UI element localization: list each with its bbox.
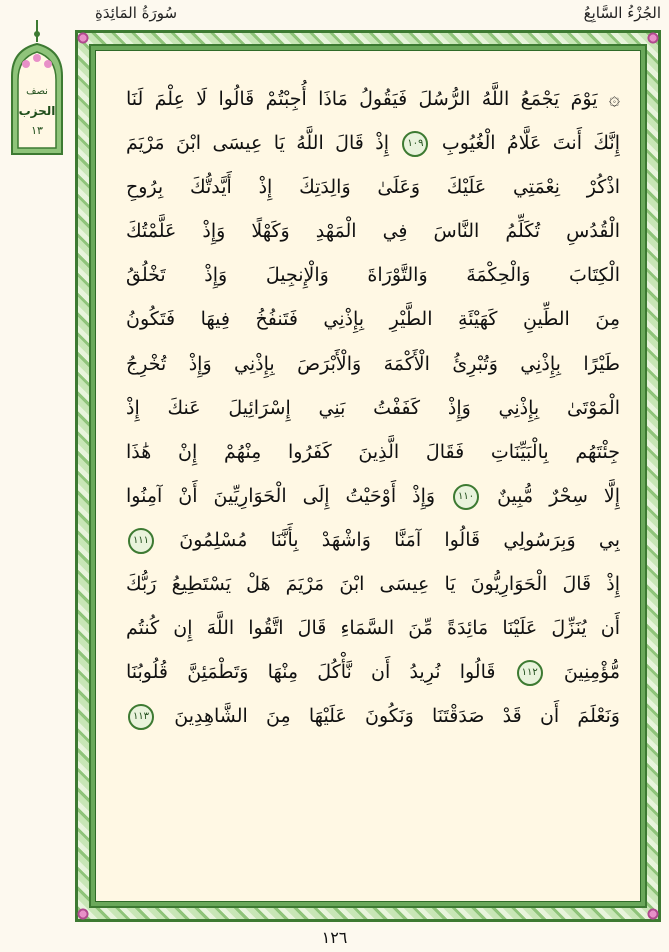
verse-text: جِئْتَهُم بِالْبَيِّنَاتِ فَقَالَ الَّذِينَ كَفَرُوا مِنْهُمْ إِنْ هَٰذَا (126, 440, 620, 463)
verse-text: الْكِتَابَ وَالْحِكْمَةَ وَالتَّوْرَاةَ وَالْإِنجِيلَ وَإِذْ تَخْلُقُ (126, 264, 620, 287)
verse-text: طَيْرًا بِإِذْنِي وَتُبْرِئُ الْأَكْمَهَ وَالْأَبْرَصَ بِإِذْنِي وَإِذْ تُخْرِجُ (126, 352, 620, 375)
ayah-number-marker: ١١٠ (453, 484, 479, 510)
verse-text: قَالُوا نُرِيدُ أَن نَّأْكُلَ مِنْهَا وَتَطْمَئِنَّ قُلُوبُنَا (126, 661, 496, 684)
verse-line (126, 650, 620, 694)
verse-line (126, 77, 620, 121)
page-number: ١٢٦ (321, 928, 348, 947)
ayah-number-marker: ١١١ (128, 528, 154, 554)
ayah-number-marker: ١١٢ (517, 660, 543, 686)
verse-line (126, 606, 620, 650)
verse-line (126, 694, 620, 738)
verse-text: الْمَوْتَىٰ بِإِذْنِي وَإِذْ كَفَفْتُ بَنِي إِسْرَائِيلَ عَنكَ إِذْ (126, 396, 620, 419)
verse-text: إِلَّا سِحْرٌ مُّبِينٌ (497, 484, 620, 507)
verse-text: أَن يُنَزِّلَ عَلَيْنَا مَائِدَةً مِّنَ السَّمَاءِ قَالَ اتَّقُوا اللَّهَ إِن كُنتُم (126, 617, 620, 640)
verse-text: وَنَعْلَمَ أَن قَدْ صَدَقْتَنَا وَنَكُونَ عَلَيْهَا مِنَ الشَّاهِدِينَ (174, 705, 620, 728)
verse-text: مُّؤْمِنِينَ (563, 661, 620, 684)
hizb-marker (6, 20, 68, 158)
verse-text: مِنَ الطِّينِ كَهَيْئَةِ الطَّيْرِ بِإِذْنِي فَتَنفُخُ فِيهَا فَتَكُونُ (126, 308, 620, 331)
ayah-number-marker: ١٠٩ (402, 131, 428, 157)
hizb-top-label: نصف (26, 86, 48, 97)
verse-line (126, 386, 620, 430)
verse-line (126, 209, 620, 253)
verse-text: الْقُدُسِ تُكَلِّمُ النَّاسَ فِي الْمَهْدِ وَكَهْلًا وَإِذْ عَلَّمْتُكَ (126, 220, 620, 243)
hizb-number: ١٣ (31, 124, 43, 137)
verse-text: اذْكُرْ نِعْمَتِي عَلَيْكَ وَعَلَىٰ وَالِدَتِكَ إِذْ أَيَّدتُّكَ بِرُوحِ (126, 176, 620, 199)
verse-line (126, 430, 620, 474)
hizb-middle-label: الحزب (18, 104, 56, 118)
verse-line (126, 297, 620, 341)
verse-line (126, 342, 620, 386)
surah-name: سُورَةُ المَائِدَةِ (95, 4, 178, 22)
verse-line (126, 474, 620, 518)
verse-text: إِذْ قَالَ الْحَوَارِيُّونَ يَا عِيسَى ابْنَ مَرْيَمَ هَلْ يَسْتَطِيعُ رَبُّكَ (126, 573, 620, 596)
corner-flower-icon (76, 31, 90, 45)
verse-line (126, 165, 620, 209)
page-frame (75, 30, 661, 922)
frame-inner-border (89, 44, 647, 908)
verse-lines (126, 77, 620, 738)
verse-text: ۞ يَوْمَ يَجْمَعُ اللَّهُ الرُّسُلَ فَيَقُولُ مَاذَا أُجِبْتُمْ قَالُوا لَا عِلْمَ لَنَا (126, 88, 620, 110)
verse-line (126, 562, 620, 606)
corner-flower-icon (646, 907, 660, 921)
corner-flower-icon (646, 31, 660, 45)
juz-name: الجُزْءُ السَّابِعُ (583, 4, 661, 22)
verse-text: بِي وَبِرَسُولِي قَالُوا آمَنَّا وَاشْهَدْ بِأَنَّنَا مُسْلِمُونَ (179, 528, 620, 551)
page-header (95, 2, 661, 30)
verse-text: وَإِذْ أَوْحَيْتُ إِلَى الْحَوَارِيِّينَ أَنْ آمِنُوا (126, 484, 436, 507)
verse-line (126, 253, 620, 297)
verse-text: إِنَّكَ أَنتَ عَلَّامُ الْغُيُوبِ (441, 132, 620, 155)
ayah-number-marker: ١١٣ (128, 704, 154, 730)
verse-text: إِذْ قَالَ اللَّهُ يَا عِيسَى ابْنَ مَرْيَمَ (126, 132, 389, 155)
corner-flower-icon (76, 907, 90, 921)
verse-line (126, 121, 620, 165)
text-area (95, 50, 641, 902)
verse-line (126, 518, 620, 562)
